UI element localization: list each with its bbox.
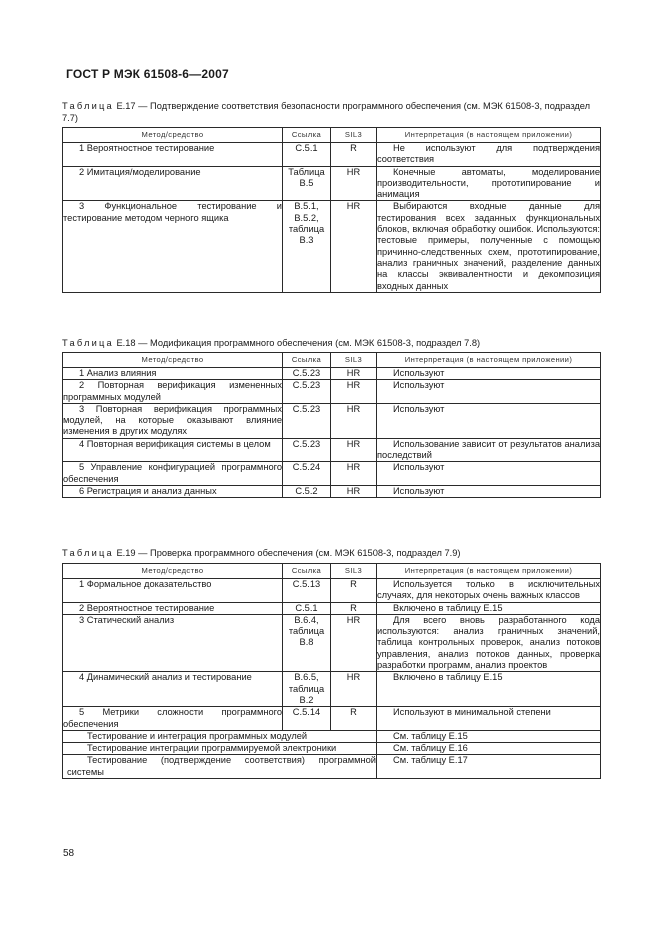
interpretation-cell: [377, 707, 601, 731]
table-e18-caption: [62, 338, 602, 350]
reference-cell: С.5.23: [283, 368, 331, 380]
interpretation-cell-text: Конечные автоматы, моделирование производительности, прототипирование и анимация: [377, 166, 600, 200]
table-e17-prefix: Таблица: [62, 101, 114, 111]
table-row: [63, 462, 601, 486]
reference-cell: С.5.2: [283, 485, 331, 497]
interpretation-cell: [377, 462, 601, 486]
method-cell: [63, 755, 377, 779]
table-e17-caption: [62, 101, 602, 124]
sil-cell: HR: [331, 403, 377, 438]
table-e18-prefix: Таблица: [62, 338, 114, 348]
table-row: [63, 602, 601, 614]
sil-cell: HR: [331, 614, 377, 671]
table-row: [63, 485, 601, 497]
table-row: [63, 403, 601, 438]
table-row: [63, 201, 601, 292]
method-cell: [63, 707, 283, 731]
method-cell: [63, 579, 283, 603]
method-cell-text: 2 Вероятностное тестирование: [79, 602, 215, 613]
reference-cell: С.5.1: [283, 143, 331, 167]
method-cell-text: 5 Управление конфигурацией программного обеспечения: [63, 462, 282, 484]
interpretation-cell-text: Для всего вновь разработанного кода используются: анализ граничных значений, таблица контрольных проверок, анализ потоков управления, анализ потоков данных, проверка разработки программ, анализ проектов: [377, 614, 600, 671]
table-row: [63, 707, 601, 731]
sil-cell: HR: [331, 166, 377, 201]
interpretation-cell: [377, 614, 601, 671]
interpretation-cell-text: Выбираются входные данные для тестирования всех заданных функциональных блоков, включая обработку ошибок. Используются: тестовые примеры, полученные с помощью причинно-следственных схем, прототипирование, анализ граничных значений, разделение данных на классы эквивалентности и декомпозиция входных данных: [377, 201, 600, 291]
sil-cell: R: [331, 579, 377, 603]
reference-cell: С.5.23: [283, 380, 331, 404]
reference-cell: С.5.13: [283, 579, 331, 603]
method-cell: [63, 166, 283, 201]
table-row: [63, 743, 601, 755]
interpretation-cell: [377, 380, 601, 404]
method-cell: [63, 485, 283, 497]
interpretation-cell-text: См. таблицу Е.15: [393, 730, 468, 741]
method-cell-text: 5 Метрики сложности программного обеспечения: [63, 707, 282, 729]
table-row: [63, 438, 601, 462]
sil-cell: HR: [331, 380, 377, 404]
interpretation-cell-text: Используют в минимальной степени: [393, 707, 551, 718]
interpretation-cell: [377, 403, 601, 438]
col-header-method: Метод/средство: [63, 353, 283, 368]
table-header-row: [63, 353, 601, 368]
method-cell-text: 3 Статический анализ: [79, 614, 175, 625]
interpretation-cell-text: Используется только в исключительных случаях, для некоторых очень важных классов: [377, 579, 600, 601]
table-e18-caption-text: Е.18 — Модификация программного обеспечения (см. МЭК 61508-3, подраздел 7.8): [116, 338, 481, 348]
method-cell: [63, 438, 283, 462]
reference-cell: С.5.1: [283, 602, 331, 614]
method-cell: [63, 462, 283, 486]
interpretation-cell-text: Используют: [393, 485, 445, 496]
method-cell-text: Тестирование (подтверждение соответствия) программной системы: [67, 755, 376, 777]
table-header-row: [63, 128, 601, 143]
table-e19: [62, 563, 601, 779]
col-header-sil: SIL3: [331, 353, 377, 368]
method-cell: [63, 743, 377, 755]
method-cell: [63, 143, 283, 167]
interpretation-cell: [377, 368, 601, 380]
method-cell-text: 4 Динамический анализ и тестирование: [79, 672, 252, 683]
table-row: [63, 166, 601, 201]
col-header-ref: Ссылка: [283, 128, 331, 143]
interpretation-cell-text: Использование зависит от результатов анализа последствий: [377, 438, 600, 461]
sil-cell: HR: [331, 672, 377, 707]
col-header-interp: Интерпретация (в настоящем приложении): [377, 353, 601, 368]
method-cell-text: 6 Регистрация и анализ данных: [79, 485, 217, 496]
method-cell-text: 1 Формальное доказательство: [79, 579, 212, 589]
interpretation-cell-text: Используют: [393, 380, 445, 391]
interpretation-cell: [377, 672, 601, 707]
interpretation-cell: [377, 201, 601, 292]
interpretation-cell-text: Не используют для подтверждения соответствия: [377, 143, 600, 165]
table-e19-caption: [62, 548, 602, 560]
page-number: 58: [63, 848, 75, 859]
interpretation-cell: [377, 143, 601, 167]
reference-cell: С.5.23: [283, 403, 331, 438]
table-row: [63, 672, 601, 707]
table-row: [63, 614, 601, 671]
col-header-ref: Ссылка: [283, 353, 331, 368]
col-header-method: Метод/средство: [63, 564, 283, 579]
interpretation-cell: [377, 438, 601, 462]
interpretation-cell-text: См. таблицу Е.17: [393, 755, 468, 766]
interpretation-cell-text: Используют: [393, 368, 445, 378]
interpretation-cell: [377, 602, 601, 614]
sil-cell: HR: [331, 368, 377, 380]
reference-cell: С.5.14: [283, 707, 331, 731]
method-cell: [63, 730, 377, 742]
col-header-sil: SIL3: [331, 128, 377, 143]
col-header-sil: SIL3: [331, 564, 377, 579]
interpretation-cell-text: Используют: [393, 462, 445, 473]
sil-cell: R: [331, 143, 377, 167]
table-e19-caption-text: Е.19 — Проверка программного обеспечения (см. МЭК 61508-3, подраздел 7.9): [116, 548, 461, 558]
method-cell: [63, 614, 283, 671]
interpretation-cell: [377, 485, 601, 497]
table-row: [63, 143, 601, 167]
reference-cell: Таблица В.5: [283, 166, 331, 201]
sil-cell: HR: [331, 485, 377, 497]
interpretation-cell-text: См. таблицу Е.16: [393, 743, 468, 754]
method-cell-text: 2 Повторная верификация измененных программных модулей: [63, 380, 282, 402]
method-cell-text: 4 Повторная верификация системы в целом: [79, 438, 271, 449]
table-row: [63, 755, 601, 779]
sil-cell: HR: [331, 438, 377, 462]
table-row: [63, 579, 601, 603]
col-header-interp: Интерпретация (в настоящем приложении): [377, 564, 601, 579]
sil-cell: HR: [331, 201, 377, 292]
sil-cell: R: [331, 707, 377, 731]
reference-cell: В.6.5, таблица В.2: [283, 672, 331, 707]
col-header-interp: Интерпретация (в настоящем приложении): [377, 128, 601, 143]
sil-cell: HR: [331, 462, 377, 486]
table-row: [63, 368, 601, 380]
method-cell: [63, 602, 283, 614]
interpretation-cell: [377, 743, 601, 755]
method-cell: [63, 201, 283, 292]
method-cell: [63, 368, 283, 380]
interpretation-cell: [377, 166, 601, 201]
method-cell-text: 2 Имитация/моделирование: [79, 166, 201, 177]
reference-cell: В.5.1, В.5.2, таблица В.3: [283, 201, 331, 292]
table-e17: [62, 127, 601, 293]
method-cell-text: 1 Анализ влияния: [79, 368, 157, 378]
interpretation-cell-text: Включено в таблицу Е.15: [393, 602, 503, 613]
document-header: ГОСТ Р МЭК 61508-6—2007: [66, 67, 229, 81]
interpretation-cell: [377, 579, 601, 603]
method-cell: [63, 672, 283, 707]
col-header-ref: Ссылка: [283, 564, 331, 579]
method-cell-text: Тестирование интеграции программируемой электроники: [87, 743, 337, 754]
method-cell: [63, 380, 283, 404]
method-cell-text: 3 Повторная верификация программных модулей, на которые оказывают влияние изменения в других модулях: [63, 403, 282, 437]
table-e18: [62, 352, 601, 498]
interpretation-cell: [377, 755, 601, 779]
method-cell-text: Тестирование и интеграция программных модулей: [87, 730, 308, 741]
reference-cell: С.5.24: [283, 462, 331, 486]
table-row: [63, 730, 601, 742]
sil-cell: R: [331, 602, 377, 614]
interpretation-cell-text: Используют: [393, 403, 445, 414]
interpretation-cell-text: Включено в таблицу Е.15: [393, 672, 503, 683]
reference-cell: С.5.23: [283, 438, 331, 462]
table-e19-prefix: Таблица: [62, 548, 114, 558]
table-row: [63, 380, 601, 404]
table-e17-caption-text: Е.17 — Подтверждение соответствия безопасности программного обеспечения (см. МЭК 61508-3, подраздел 7.7): [62, 101, 591, 123]
col-header-method: Метод/средство: [63, 128, 283, 143]
method-cell: [63, 403, 283, 438]
method-cell-text: 3 Функциональное тестирование и тестирование методом черного ящика: [63, 201, 282, 223]
method-cell-text: 1 Вероятностное тестирование: [79, 143, 215, 153]
table-header-row: [63, 564, 601, 579]
reference-cell: В.6.4, таблица В.8: [283, 614, 331, 671]
interpretation-cell: [377, 730, 601, 742]
